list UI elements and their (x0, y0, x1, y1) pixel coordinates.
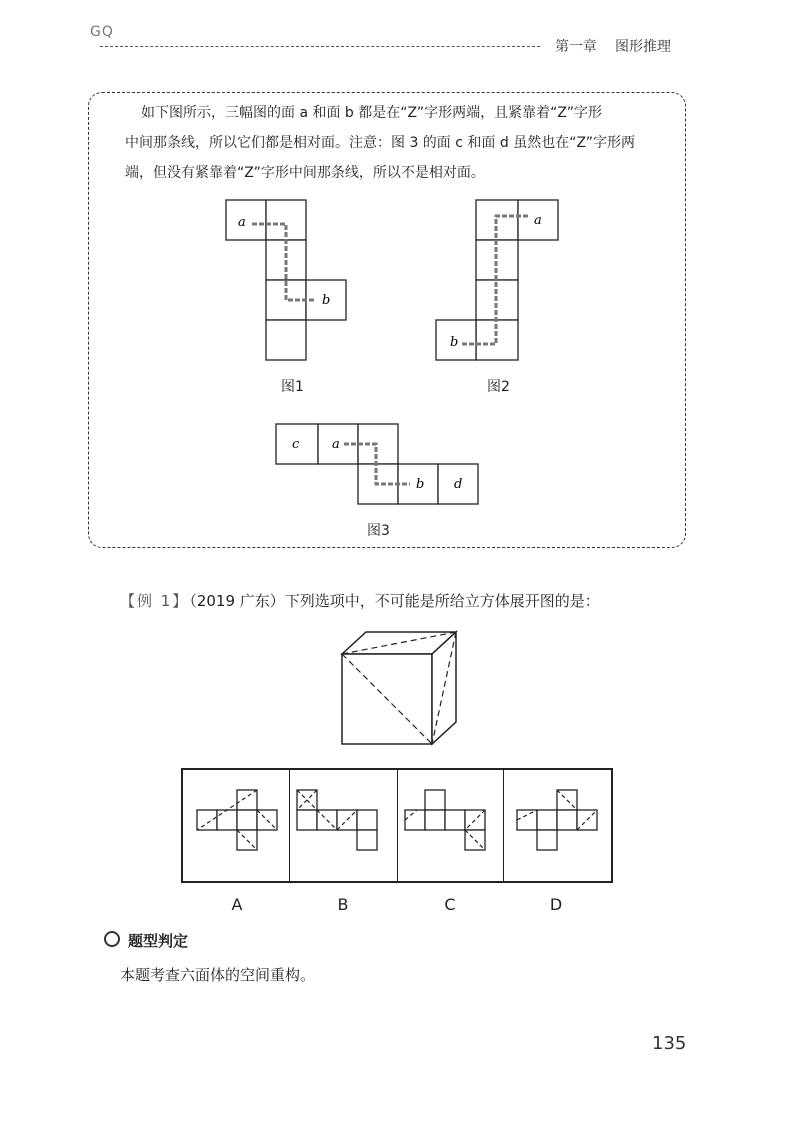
example-text: 下列选项中，不可能是所给立方体展开图的是： (284, 592, 600, 610)
figure-2-caption: 图2 (487, 379, 510, 395)
option-a-label[interactable]: A (231, 895, 243, 914)
page-number: 135 (652, 1033, 687, 1054)
note-line-1: 如下图所示，三幅图的面 a 和面 b 都是在“Z”字形两端，且紧靠着“Z”字形 (141, 105, 602, 121)
option-c-net (405, 790, 485, 850)
figure-3-net (272, 422, 486, 506)
option-a-net (197, 790, 277, 850)
example-tag: 【例 1】 (120, 592, 190, 610)
fig3-face (358, 424, 398, 464)
figure-2-net (432, 196, 562, 366)
chapter-title: 图形推理 (615, 39, 671, 55)
option-nets (185, 770, 610, 880)
fig2-label-a: a (534, 213, 542, 228)
fig1-face (266, 320, 306, 360)
fig3-label-b: b (416, 477, 425, 492)
running-header (555, 36, 689, 56)
fig1-face-a (226, 200, 266, 240)
option-d-net (517, 790, 597, 850)
figure-1-net (220, 196, 360, 366)
figure-3-caption: 图3 (367, 523, 390, 539)
note-line-2: 中间那条线，所以它们都是相对面。注意：图 3 的面 c 和面 d 虽然也在“Z”字形两 (125, 135, 636, 151)
option-d-label[interactable]: D (549, 895, 563, 914)
fig2-label-b: b (450, 335, 459, 350)
chapter-label: 第一章 (555, 39, 597, 55)
section-body: 本题考查六面体的空间重构。 (120, 966, 316, 984)
section-heading: 题型判定 (128, 932, 189, 950)
fig3-label-d: d (454, 477, 463, 492)
option-c-label[interactable]: C (444, 895, 456, 914)
fig1-label-b: b (322, 293, 331, 308)
option-b-net (297, 790, 377, 850)
fig3-label-c: c (292, 437, 300, 452)
example-question (120, 590, 600, 611)
example-source: （2019 广东） (189, 592, 285, 610)
fig1-label-a: a (238, 215, 246, 230)
publisher-logo: GQ (90, 24, 114, 40)
fig3-label-a: a (332, 437, 340, 452)
header-rule (100, 46, 540, 47)
note-line-3: 端，但没有紧靠着“Z”字形中间那条线，所以不是相对面。 (125, 165, 485, 181)
option-b-label[interactable]: B (337, 895, 349, 914)
fig2-face (476, 240, 518, 280)
cube-figure (336, 630, 466, 750)
figure-1-caption: 图1 (281, 379, 304, 395)
section-bullet-icon (104, 931, 120, 947)
